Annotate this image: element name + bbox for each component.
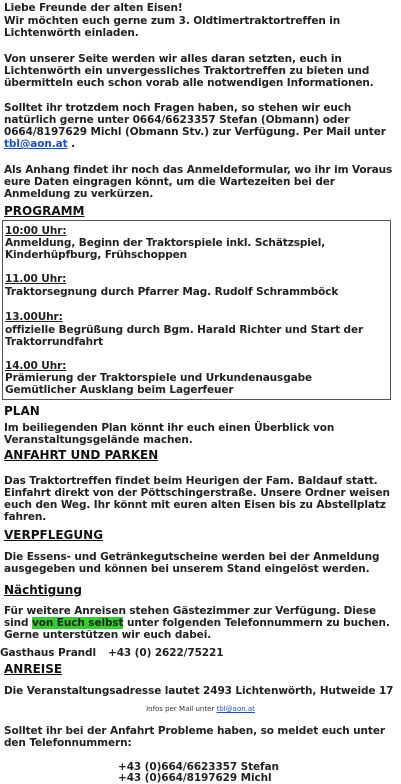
anfahrt-text: euch den Weg. Ihr könnt mit euren alten Eisen bis zu Abstellplatz bbox=[4, 499, 386, 511]
anfahrt-text: Das Traktortreffen findet beim Heurigen der Fam. Baldauf statt. bbox=[4, 475, 378, 487]
program-desc: Gemütlicher Ausklang beim Lagerfeuer bbox=[5, 384, 234, 396]
programm-heading: PROGRAMM bbox=[4, 204, 85, 218]
attachment-text: Als Anhang findet ihr noch das Anmeldeformular, wo ihr im Voraus bbox=[4, 164, 393, 176]
intro-text: Von unserer Seite werden wir alles daran setzten, euch in bbox=[4, 53, 342, 65]
mail-note: Infos per Mail unter tbl@aon.at bbox=[146, 705, 255, 713]
guesthouse-phone: +43 (0) 2622/75221 bbox=[108, 647, 224, 659]
mail-link[interactable]: tbl@aon.at bbox=[4, 138, 68, 150]
program-desc: Traktorsegnung durch Pfarrer Mag. Rudolf Schrammböck bbox=[5, 286, 339, 298]
anfahrt-text: fahren. bbox=[4, 511, 47, 523]
anreise-heading: ANREISE bbox=[4, 662, 63, 676]
anreise-text: den Telefonnummern: bbox=[4, 737, 132, 749]
program-desc: Prämierung der Traktorspiele und Urkundenausgabe bbox=[5, 372, 313, 384]
naechtigung-heading: Nächtigung bbox=[4, 583, 82, 597]
intro-text: Lichtenwörth einladen. bbox=[4, 27, 139, 39]
contact-text: Solltet ihr trotzdem noch Fragen haben, so stehen wir euch bbox=[4, 102, 352, 114]
verpflegung-heading: VERPFLEGUNG bbox=[4, 528, 104, 542]
anfahrt-heading: ANFAHRT UND PARKEN bbox=[4, 448, 159, 462]
naechtigung-text: sind von Euch selbst unter folgenden Telefonnummern zu buchen. bbox=[4, 617, 390, 629]
anreise-text: Die Veranstaltungsadresse lautet 2493 Lichtenwörth, Hutweide 17 bbox=[4, 685, 394, 697]
intro-text: Lichtenwörth ein unvergessliches Traktortreffen zu bieten und bbox=[4, 65, 370, 77]
naechtigung-text: Für weitere Anreisen stehen Gästezimmer zur Verfügung. Diese bbox=[4, 605, 376, 617]
intro-text: übermitteln euch schon vorab alle notwendigen Informationen. bbox=[4, 77, 374, 89]
intro-text: Wir möchten euch gerne zum 3. Oldtimertraktortreffen in bbox=[4, 15, 341, 27]
program-time: 14.00 Uhr: bbox=[5, 360, 67, 372]
contact-text: natürlich gerne unter 0664/6623357 Stefan (Obmann) oder bbox=[4, 114, 350, 126]
program-time: 10:00 Uhr: bbox=[5, 225, 67, 237]
highlighted-text: von Euch selbst bbox=[32, 617, 124, 629]
program-time: 11.00 Uhr: bbox=[5, 273, 67, 285]
phone-michl: +43 (0)664/8197629 Michl bbox=[118, 772, 272, 784]
programm-box bbox=[2, 220, 391, 400]
program-desc: Kinderhüpfburg, Frühschoppen bbox=[5, 249, 188, 261]
mail-link[interactable]: tbl@aon.at bbox=[216, 705, 255, 713]
anreise-text: Solltet ihr bei der Anfahrt Probleme haben, so meldet euch unter bbox=[4, 725, 385, 737]
verpflegung-text: Die Essens- und Getränkegutscheine werden bei der Anmeldung bbox=[4, 551, 380, 563]
plan-heading: PLAN bbox=[4, 404, 40, 418]
attachment-text: Anmeldung zu verkürzen. bbox=[4, 188, 154, 200]
contact-text: 0664/8197629 Michl (Obmann Stv.) zur Verfügung. Per Mail unter bbox=[4, 126, 386, 138]
program-desc: offizielle Begrüßung durch Bgm. Harald Richter und Start der bbox=[5, 324, 364, 336]
greeting-line: Liebe Freunde der alten Eisen! bbox=[4, 2, 183, 14]
contact-mail-line: tbl@aon.at . bbox=[4, 138, 75, 150]
phone-stefan: +43 (0)664/6623357 Stefan bbox=[118, 761, 279, 773]
program-desc: Anmeldung, Beginn der Traktorspiele inkl. Schätzspiel, bbox=[5, 237, 326, 249]
naechtigung-text: Gerne unterstützen wir euch dabei. bbox=[4, 629, 212, 641]
plan-text: Veranstaltungsgelände machen. bbox=[4, 434, 193, 446]
program-desc: Traktorrundfahrt bbox=[5, 336, 104, 348]
plan-text: Im beiliegenden Plan könnt ihr euch einen Überblick von bbox=[4, 422, 335, 434]
anfahrt-text: Einfahrt direkt von der Pöttschingerstraße. Unsere Ordner weisen bbox=[4, 487, 390, 499]
program-time: 13.00Uhr: bbox=[5, 311, 63, 323]
attachment-text: eure Daten eingragen könnt, um die Wartezeiten bei der bbox=[4, 176, 335, 188]
verpflegung-text: ausgegeben und können bei unserem Stand eingelöst werden. bbox=[4, 563, 370, 575]
guesthouse-name: Gasthaus Prandl bbox=[0, 647, 96, 659]
